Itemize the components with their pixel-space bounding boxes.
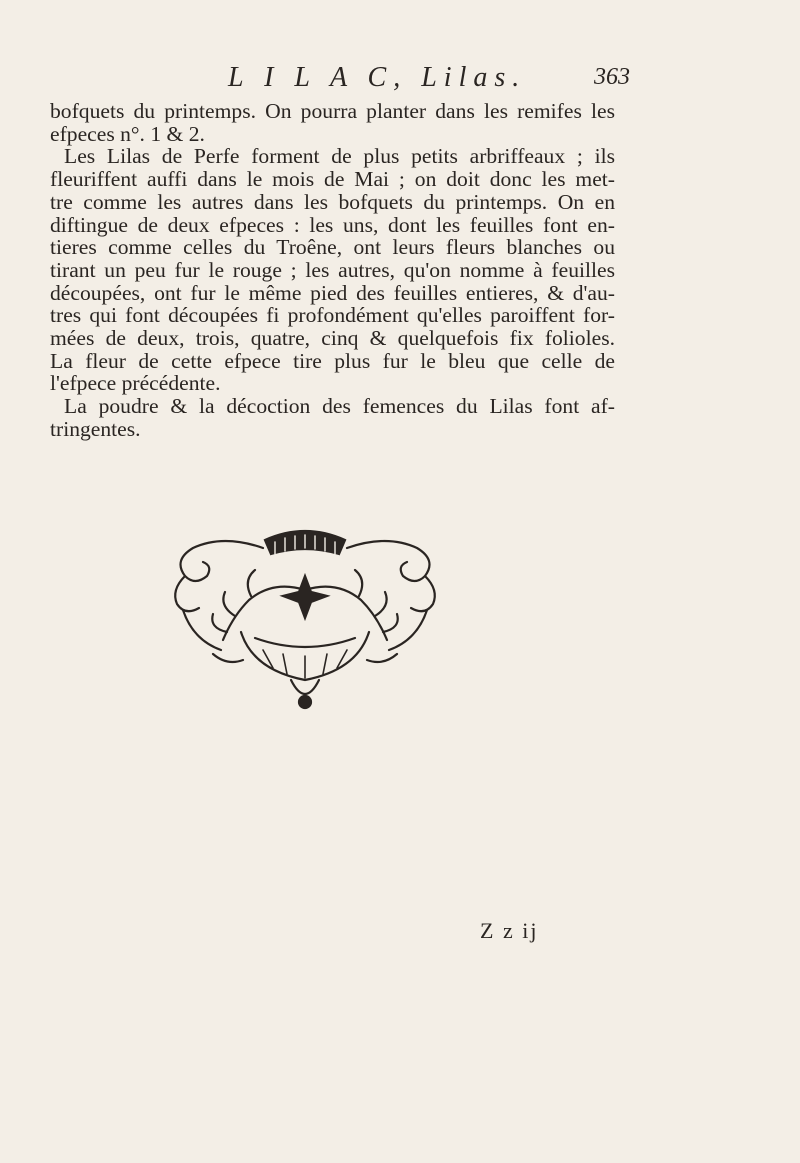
text-line: tirant un peu fur le rouge ; les autres, qu'on nomme à feuilles: [50, 257, 615, 282]
text-line: découpées, ont fur le même pied des feuilles entieres, & d'au-: [50, 280, 615, 305]
text-line: diftingue de deux efpeces : les uns, dont les feuilles font en-: [50, 212, 615, 237]
text-line: fleuriffent auffi dans le mois de Mai ; on doit donc les met-: [50, 167, 615, 192]
page-header: [228, 62, 630, 96]
text-line: tres qui font découpées fi profondément qu'elles paroiffent for-: [50, 303, 615, 328]
signature-mark: Z z ij: [480, 918, 539, 943]
text-line: La fleur de cette efpece tire plus fur le bleu que celle de: [50, 348, 615, 373]
text-line: Les Lilas de Perfe forment de plus petits arbriffeaux ; ils: [64, 144, 615, 169]
text-line: tre comme les autres dans les bofquets du printemps. On en: [50, 189, 615, 214]
body-text: [50, 100, 615, 441]
ornament-vignette-icon: [163, 520, 447, 715]
text-line: l'efpece précédente.: [50, 371, 221, 396]
text-line: La poudre & la décoction des femences du Lilas font af-: [64, 394, 615, 419]
page-number: 363: [594, 64, 630, 90]
running-head: L I L A C, Lilas.: [228, 62, 527, 93]
text-line: mées de deux, trois, quatre, cinq & quelquefois fix folioles.: [50, 326, 615, 351]
text-line: bofquets du printemps. On pourra planter dans les remifes les: [50, 99, 615, 123]
text-line: tringentes.: [50, 416, 141, 441]
text-line: tieres comme celles du Troêne, ont leurs fleurs blanches ou: [50, 235, 615, 260]
text-line: efpeces n°. 1 & 2.: [50, 121, 205, 146]
